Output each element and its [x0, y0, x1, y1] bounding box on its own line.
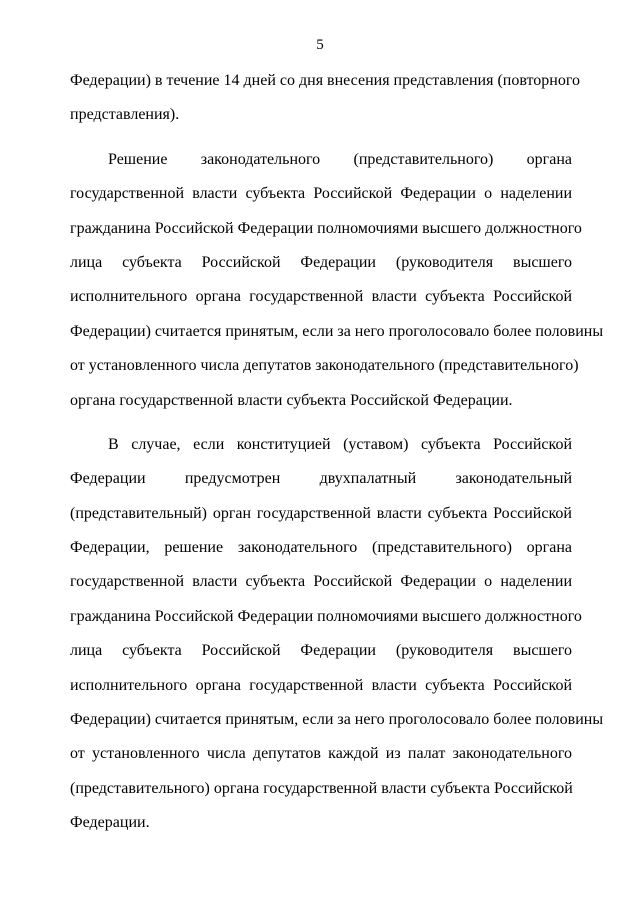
text-line: исполнительного органа государственной власти субъекта Российской: [70, 288, 572, 306]
paragraph-2: [70, 150, 604, 426]
text-line: лица субъекта Российской Федерации (руководителя высшего: [70, 642, 572, 660]
text-line: Федерации.: [70, 814, 150, 832]
text-line: (представительного) органа государственной власти субъекта Российской: [70, 779, 573, 797]
paragraph-1: [70, 72, 580, 141]
text-line: исполнительного органа государственной власти субъекта Российской: [70, 676, 572, 694]
text-line: Федерации) считается принятым, если за него проголосовало более половины: [70, 711, 604, 729]
text-line: Федерации, решение законодательного (представительного) органа: [70, 539, 572, 557]
text-line: Федерации) в течение 14 дней со дня внесения представления (повторного: [70, 72, 580, 89]
text-line: гражданина Российской Федерации полномочиями высшего должностного: [70, 219, 582, 237]
text-line: от установленного числа депутатов законодательного (представительного): [70, 357, 579, 375]
text-line: В случае, если конституцией (уставом) субъекта Российской: [108, 435, 572, 453]
text-line: Федерации) считается принятым, если за него проголосовало более половины: [70, 322, 604, 340]
text-line: гражданина Российской Федерации полномочиями высшего должностного: [70, 607, 582, 625]
text-line: Решение законодательного (представительного) органа: [108, 150, 572, 168]
text-line: государственной власти субъекта Российской Федерации о наделении: [70, 185, 572, 203]
document-body: [70, 72, 604, 849]
paragraph-3: [70, 435, 604, 849]
text-line: представления).: [70, 106, 180, 124]
text-line: органа государственной власти субъекта Российской Федерации.: [70, 391, 513, 409]
text-line: лица субъекта Российской Федерации (руководителя высшего: [70, 253, 572, 271]
text-line: (представительный) орган государственной власти субъекта Российской: [70, 504, 572, 522]
text-line: государственной власти субъекта Российской Федерации о наделении: [70, 573, 572, 591]
page-number: 5: [316, 37, 324, 53]
text-line: от установленного числа депутатов каждой из палат законодательного: [70, 745, 572, 763]
text-line: Федерации предусмотрен двухпалатный законодательный: [70, 470, 572, 488]
